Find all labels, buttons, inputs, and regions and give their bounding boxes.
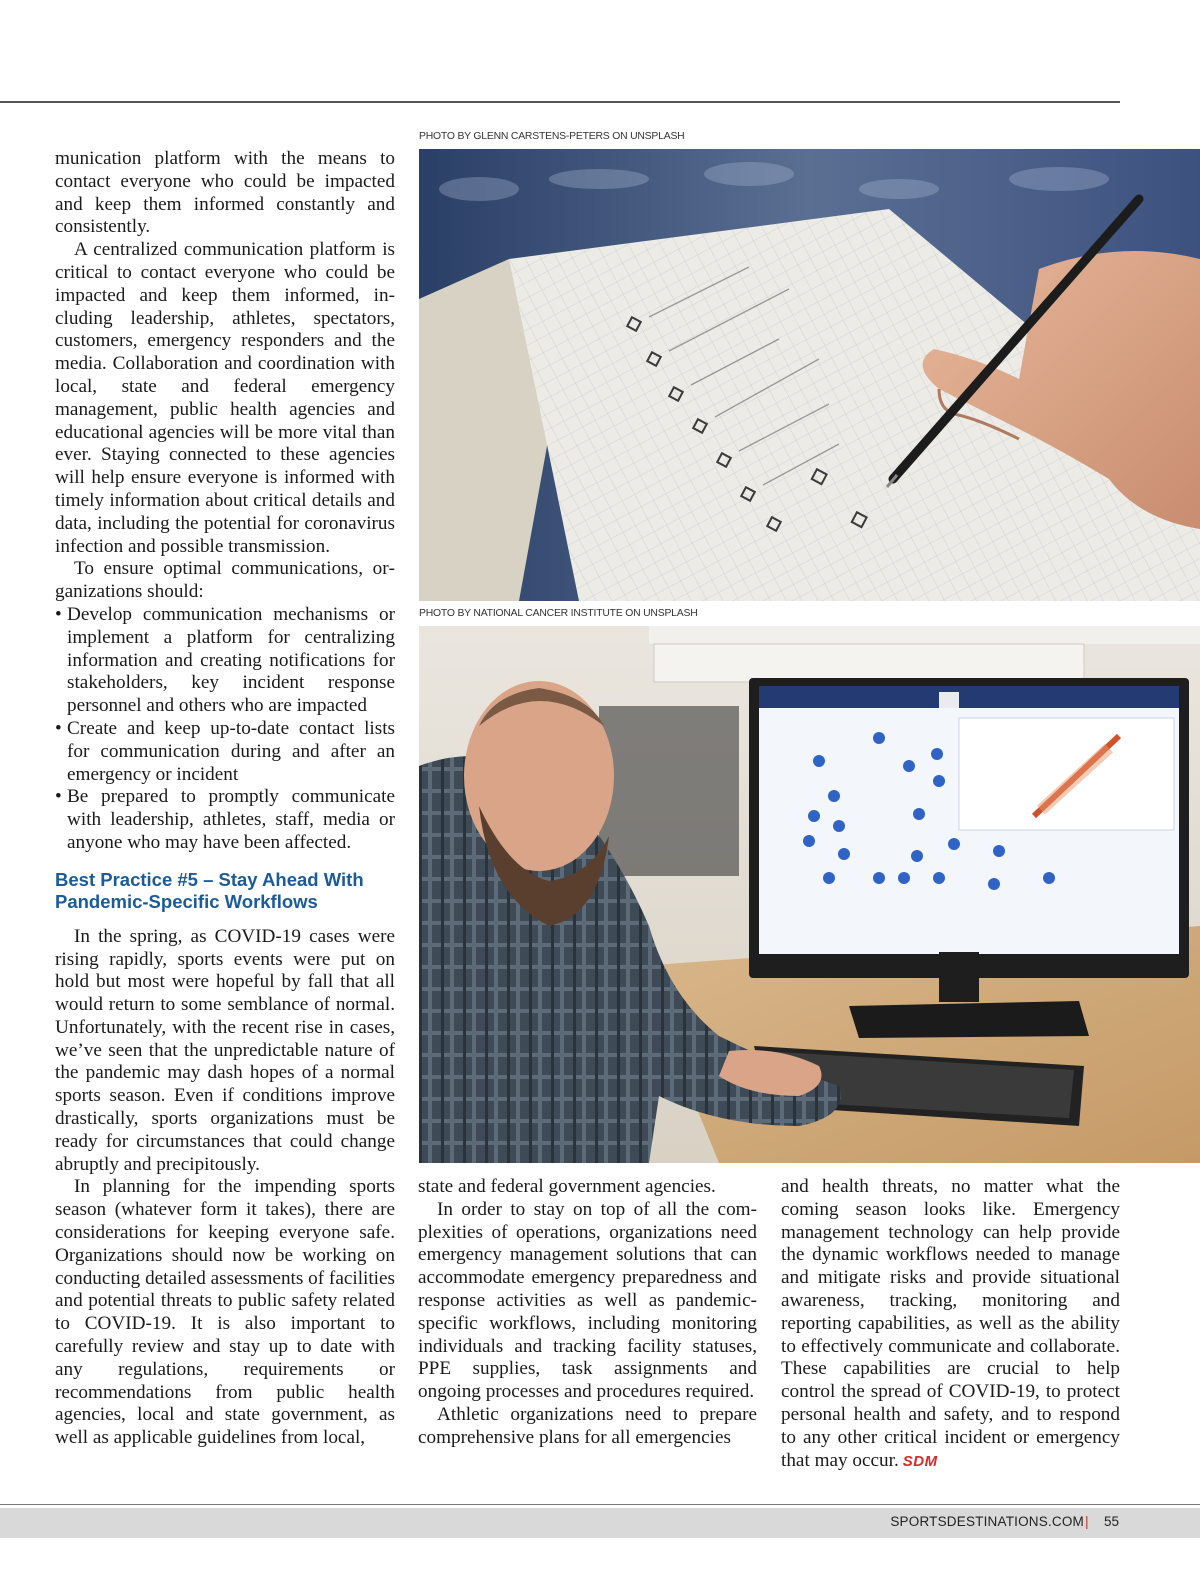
bullet-item: • Be prepared to promptly communicate with leadership, athletes, staff, media or anyone who may have been affected. <box>55 786 395 854</box>
article-column-3 <box>781 1176 1120 1473</box>
bullet-item: • Develop communication mechanisms or implement a platform for centralizing information and creating notifications for stakeholders, key incident response personnel and others who are impacted <box>55 604 395 718</box>
paragraph: A centralized communication platform is critical to contact everyone who could be impacted and keep them informed, including leadership, athletes, spectators, customers, emergency responders and the media. Collaboration and coordination with local, state and federal emergency management, public health agencies and educational agencies will be more vital than ever. Staying connected to these agencies will help ensure everyone is informed with timely information about critical details and data, including the potential for coronavirus infection and possible transmission. <box>55 239 395 557</box>
paragraph: In the spring, as COVID-19 cases were rising rapidly, sports events were put on hold but most were hopeful by fall that all would return to some semblance of normal. Unfortunately, with the recent rise in cases, we’ve seen that the unpredictable nature of the pandemic may dash hopes of a normal sports season. Even if conditions improve drastically, sports organizations must be ready for circumstances that could change abruptly and precipitously. <box>55 925 395 1175</box>
paragraph-text: and health threats, no matter what the coming season looks like. Emergency management technology can help provide the dynamic workflows needed to manage and mitigate risks and provide situational awareness, tracking, monitoring and reporting capabilities, as well as the ability to effectively communicate and collaborate. These capabilities are crucial to help control the spread of COVID-19, to protect personal health and safety, and to respond to any other critical incident or emergency that may occur. <box>781 1176 1120 1471</box>
footer-separator: | <box>1085 1513 1089 1529</box>
notebook-photo <box>419 149 1200 601</box>
footer-site-url[interactable]: SPORTSDESTINATIONS.COM <box>890 1514 1084 1529</box>
paragraph: munication platform with the means to contact everyone who could be impacted and keep them informed constantly and consistently. <box>55 148 395 238</box>
photo-credit: PHOTO BY GLENN CARSTENS-PETERS ON UNSPLASH <box>419 131 685 142</box>
article-column-1 <box>55 148 395 1450</box>
bullet-list <box>55 604 395 855</box>
paragraph <box>781 1176 1120 1473</box>
header-rule <box>0 101 1120 103</box>
page-number: 55 <box>1104 1514 1120 1529</box>
section-heading: Best Practice #5 – Stay Ahead With Pandemic-Specific Workflows <box>55 868 364 913</box>
bullet-item: • Create and keep up-to-date contact lists for communication during and after an emergency or incident <box>55 718 395 786</box>
paragraph: Athletic organizations need to prepare comprehensive plans for all emergencies <box>418 1403 757 1448</box>
sdm-end-mark-logo: SDM <box>902 1452 938 1470</box>
paragraph: state and federal government agencies. <box>418 1176 716 1197</box>
article-column-2 <box>418 1176 757 1450</box>
photo-credit: PHOTO BY NATIONAL CANCER INSTITUTE ON UNSPLASH <box>419 608 698 619</box>
paragraph: In planning for the impending sports season (whatever form it takes), there are considerations for keeping everyone safe. Organizations should now be working on conducting detailed assessments of facilities and potential threats to public safety related to COVID-19. It is also important to carefully review and stay up to date with any regulations, requirements or recommendations from public health agencies, local and state government, as well as applicable guidelines from local, <box>55 1176 395 1449</box>
footer-rule <box>0 1504 1200 1505</box>
paragraph: In order to stay on top of all the complexities of operations, organizations need emergency management solutions that can accommodate emergency preparedness and response activities as well as pandemic-specific workflows, including monitoring individuals and tracking facility statuses, PPE supplies, task assignments and ongoing processes and procedures required. <box>418 1198 757 1403</box>
paragraph: To ensure optimal communications, organizations should: <box>55 558 395 603</box>
computer-workstation-photo <box>419 626 1200 1163</box>
